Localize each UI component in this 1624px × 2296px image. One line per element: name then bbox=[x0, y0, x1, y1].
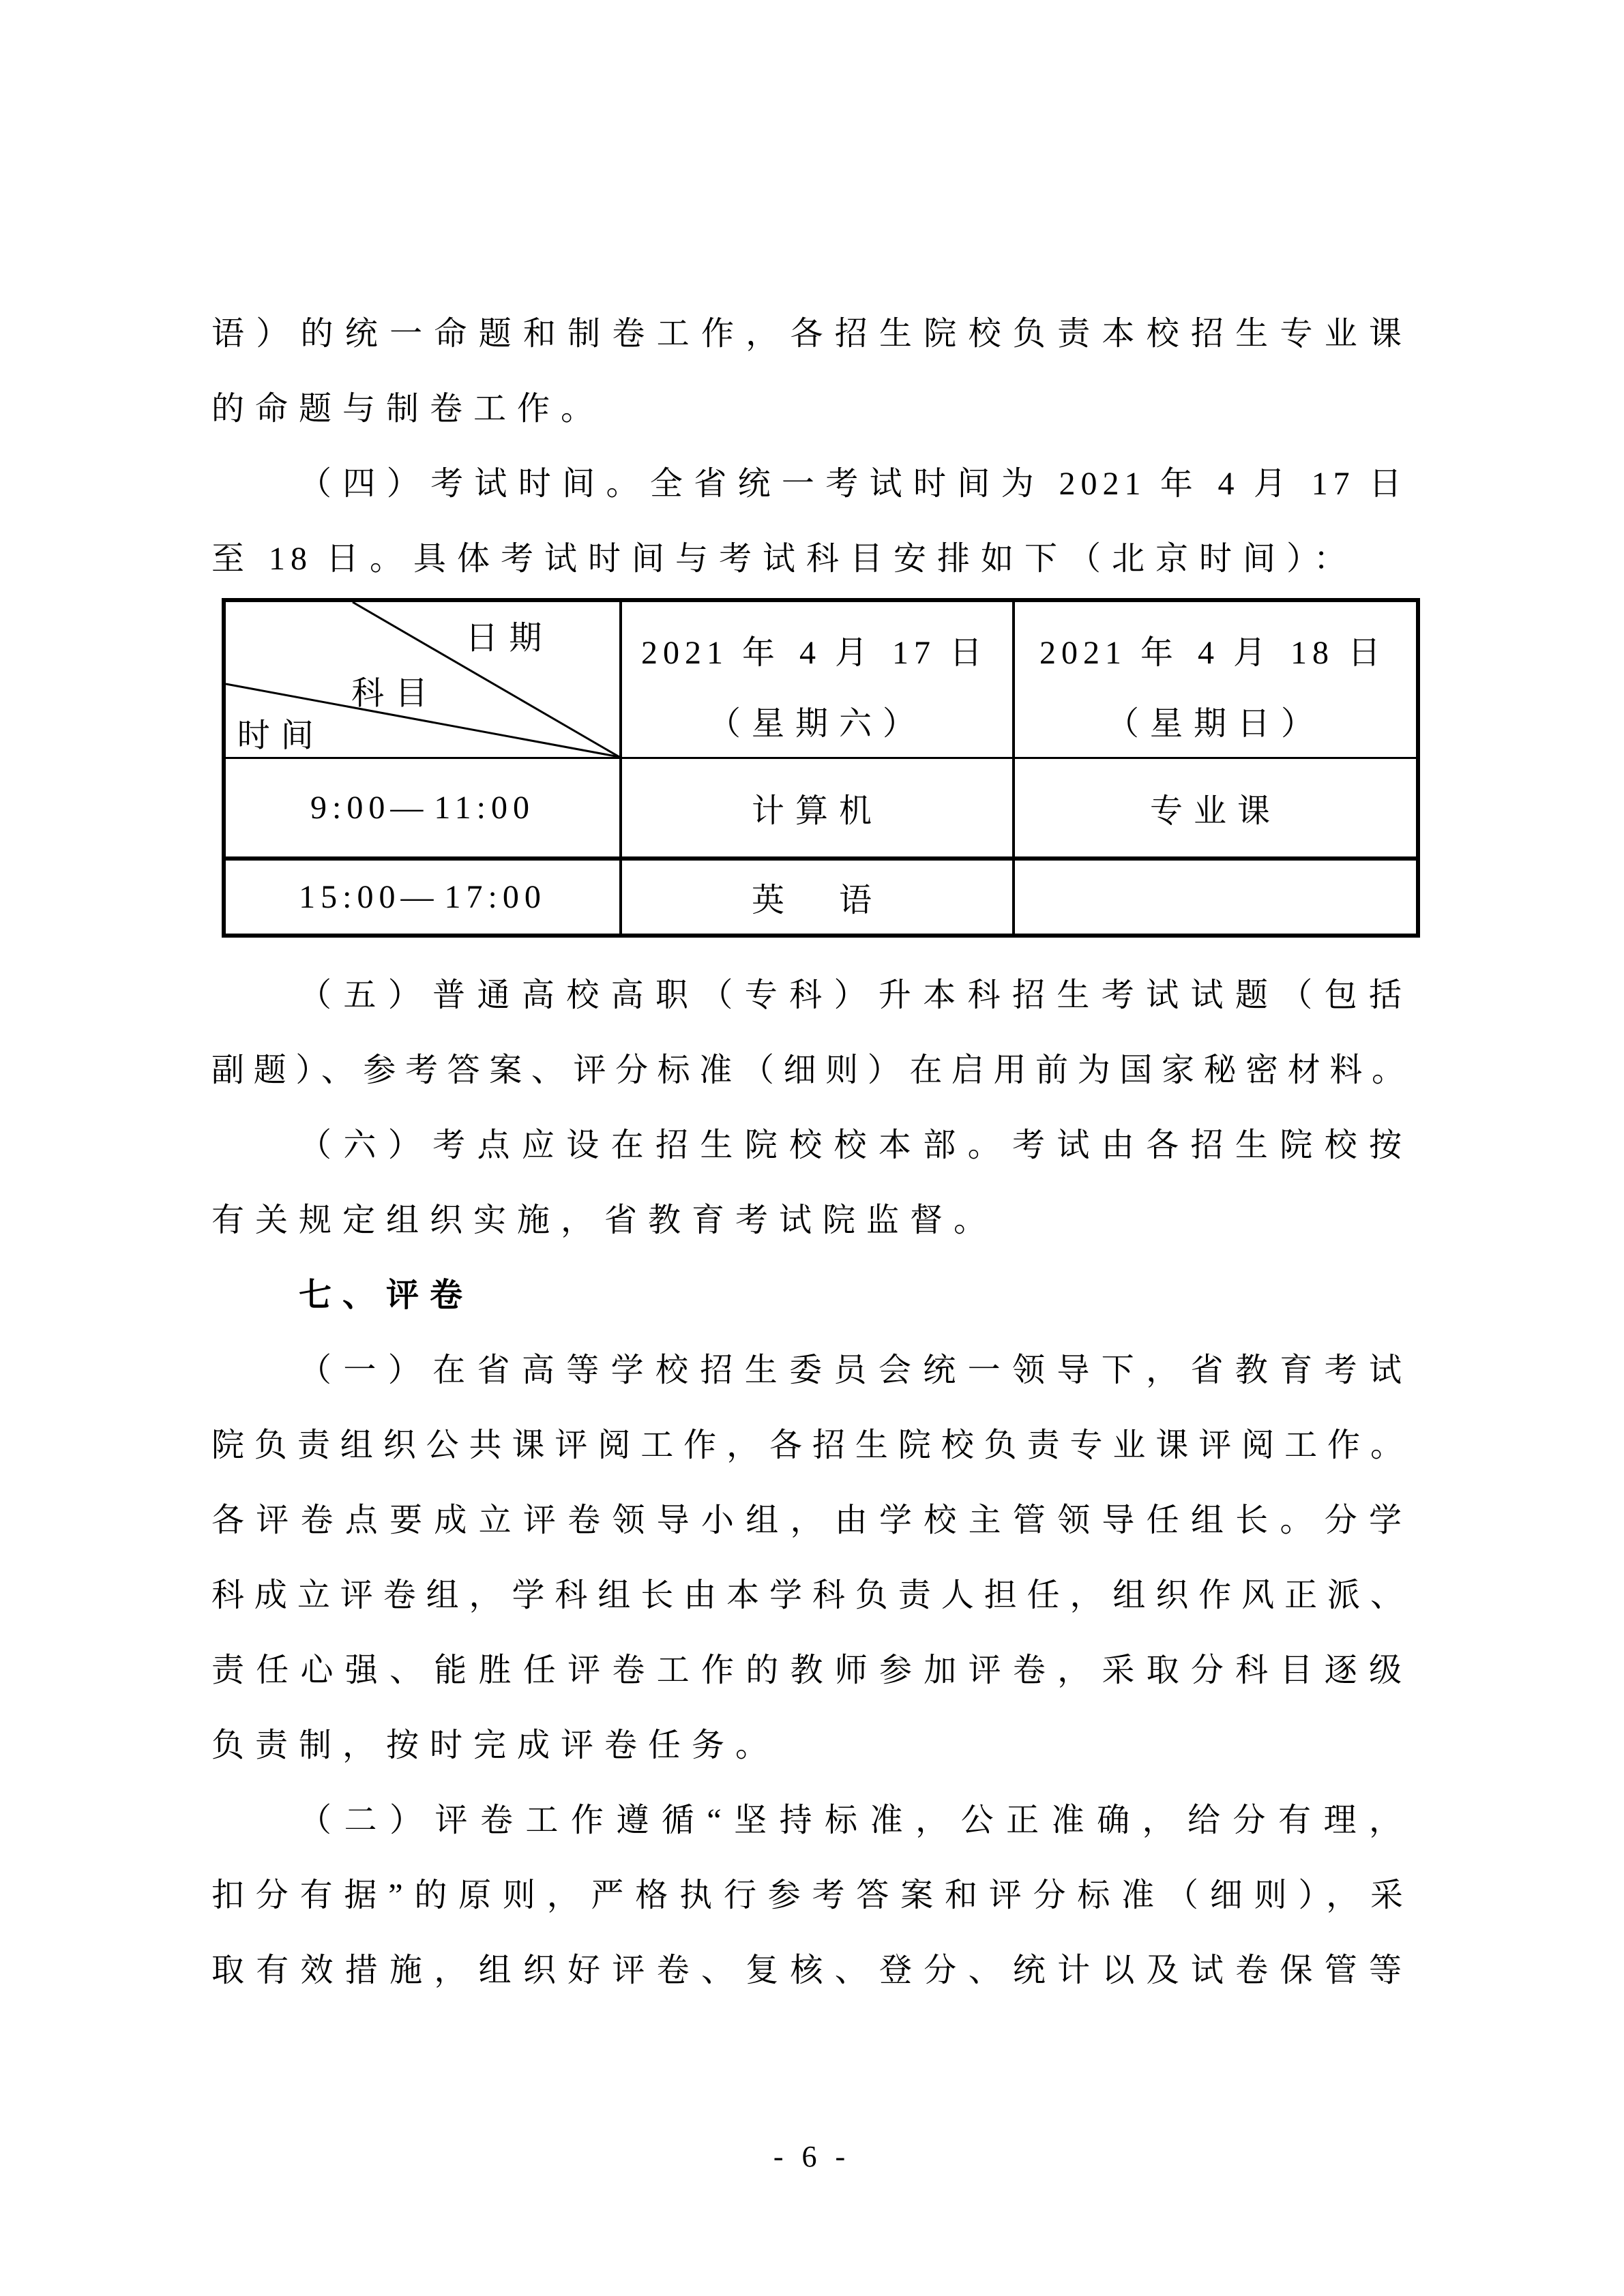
header-day1-date: 2021 年 4 月 17 日 bbox=[640, 634, 994, 671]
table-header-day1 bbox=[622, 602, 1015, 757]
table-header-day2 bbox=[1015, 602, 1416, 757]
text-line: 的命题与制卷工作。 bbox=[211, 391, 605, 427]
corner-label-subject: 科目 bbox=[351, 675, 439, 712]
text-line: （六）考点应设在招生院校校本部。考试由各招生院校按 bbox=[299, 1127, 1413, 1163]
text-line: 至 18 日。具体考试时间与考试科目安排如下（北京时间）： bbox=[211, 541, 1358, 577]
text-line: 取有效措施，组织好评卷、复核、登分、统计以及试卷保管等 bbox=[211, 1952, 1413, 1988]
cell-morning-subject2: 专业课 bbox=[1149, 793, 1281, 829]
corner-label-time: 时间 bbox=[237, 717, 325, 754]
exam-schedule-table bbox=[222, 598, 1420, 938]
cell-afternoon-subject1: 英 语 bbox=[622, 861, 1015, 934]
header-day2-weekday: （星期日） bbox=[1106, 705, 1325, 742]
text-line: 有关规定组织实施，省教育考试院监督。 bbox=[211, 1202, 998, 1238]
corner-label-date: 日期 bbox=[465, 620, 553, 657]
text-line: 语）的统一命题和制卷工作，各招生院校负责本校招生专业课 bbox=[211, 316, 1413, 352]
table-corner-cell bbox=[226, 602, 622, 757]
text-line: （一）在省高等学校招生委员会统一领导下，省教育考试 bbox=[299, 1352, 1413, 1388]
text-line: （二）评卷工作遵循“坚持标准，公正准确，给分有理， bbox=[299, 1802, 1413, 1838]
text-line: （四）考试时间。全省统一考试时间为 2021 年 4 月 17 日 bbox=[299, 466, 1413, 502]
text-line: （五）普通高校高职（专科）升本科招生考试试题（包括 bbox=[299, 977, 1413, 1013]
text-line: 副题）、参考答案、评分标准（细则）在启用前为国家秘密材料。 bbox=[211, 1052, 1413, 1088]
text-line: 科成立评卷组，学科组长由本学科负责人担任，组织作风正派、 bbox=[211, 1577, 1413, 1613]
page-body-text bbox=[211, 297, 1413, 2008]
section-heading: 七、评卷 bbox=[299, 1277, 474, 1313]
table-row-morning bbox=[226, 759, 1416, 861]
table-row-afternoon bbox=[226, 861, 1416, 934]
text-line: 责任心强、能胜任评卷工作的教师参加评卷，采取分科目逐级 bbox=[211, 1652, 1413, 1688]
cell-morning-subject1: 计算机 bbox=[622, 759, 1015, 856]
cell-afternoon-empty bbox=[1015, 861, 1416, 934]
text-line: 扣分有据”的原则，严格执行参考答案和评分标准（细则），采 bbox=[211, 1877, 1413, 1913]
cell-afternoon-time: 15:00 — 17:00 bbox=[226, 861, 622, 934]
cell-morning-time: 9:00 — 11:00 bbox=[226, 759, 622, 856]
header-day2-date: 2021 年 4 月 18 日 bbox=[1039, 634, 1392, 671]
table-header-row bbox=[226, 602, 1416, 759]
text-line: 负责制，按时完成评卷任务。 bbox=[211, 1727, 780, 1763]
page-number: - 6 - bbox=[773, 2140, 851, 2173]
text-line: 院负责组织公共课评阅工作，各招生院校负责专业课评阅工作。 bbox=[211, 1427, 1413, 1463]
header-day1-weekday: （星期六） bbox=[707, 705, 926, 742]
text-line: 各评卷点要成立评卷领导小组，由学校主管领导任组长。分学 bbox=[211, 1502, 1413, 1538]
